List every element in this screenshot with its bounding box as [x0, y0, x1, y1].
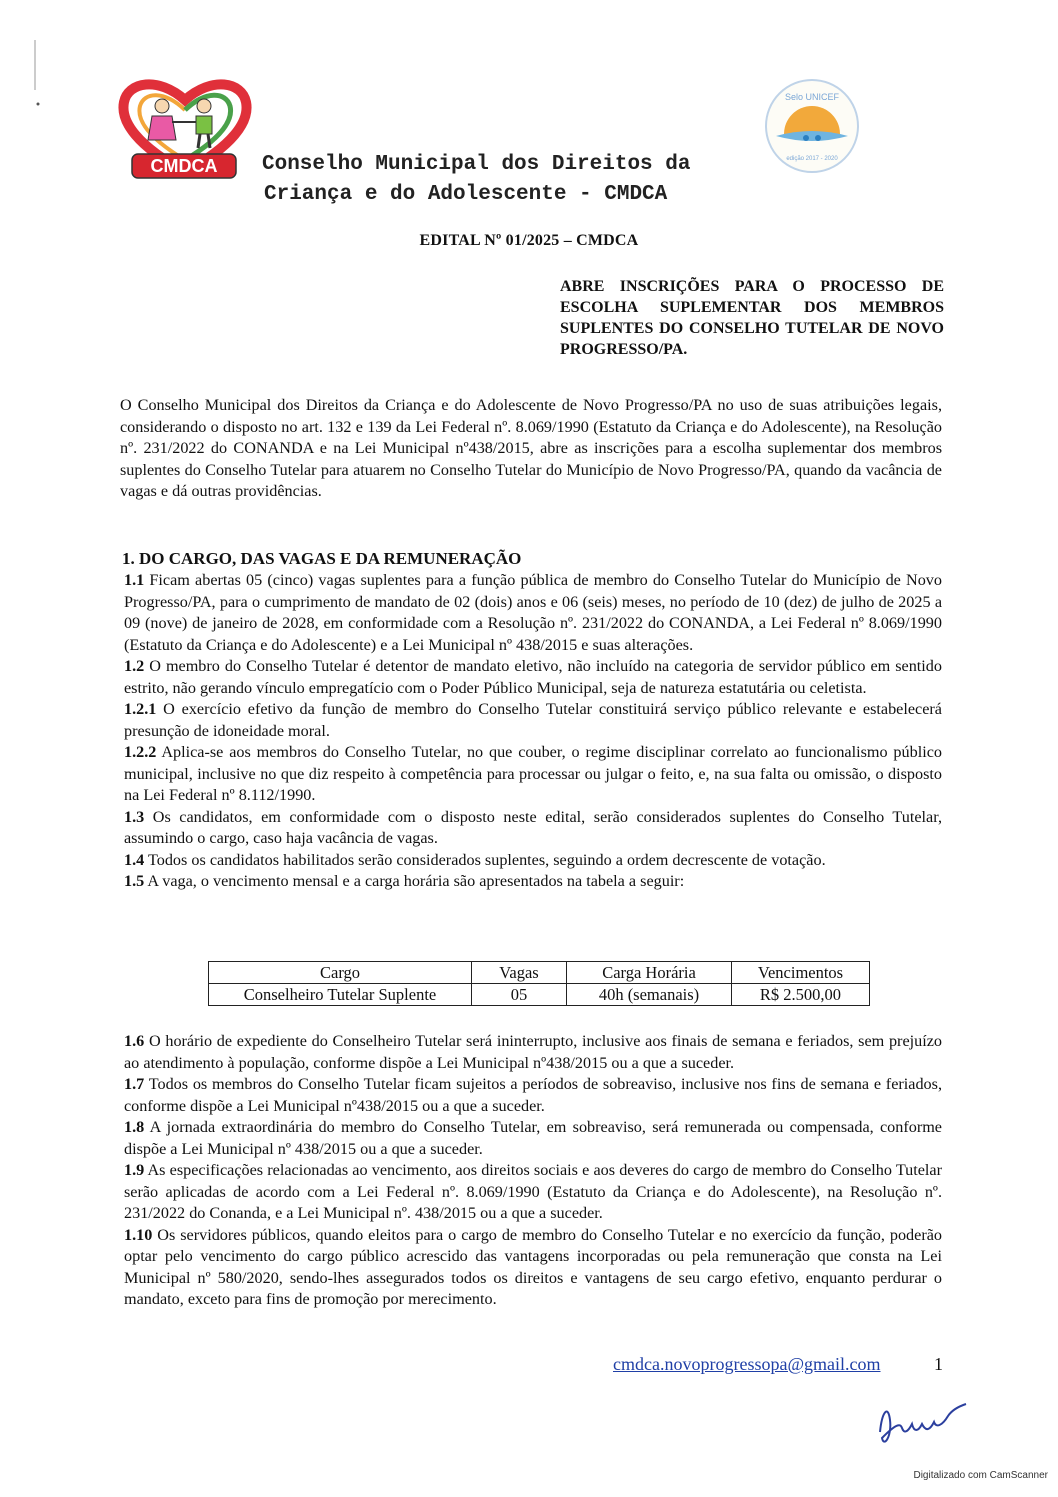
seal-text: Selo UNICEF: [784, 92, 840, 102]
item-1-5: 1.5 A vaga, o vencimento mensal e a carga horária são apresentados na tabela a seguir:: [124, 872, 685, 890]
unicef-seal: [762, 76, 862, 176]
edital-title: EDITAL Nº 01/2025 – CMDCA: [419, 232, 639, 249]
org-name-line2: Criança e do Adolescente - CMDCA: [264, 183, 668, 206]
table-header-row: [209, 962, 870, 984]
section-1-items-a: [124, 570, 942, 893]
edital-abstract: ABRE INSCRIÇÕES PARA O PROCESSO DE ESCOLHA SUPLEMENTAR DOS MEMBROS SUPLENTES DO CONSELHO TUTELAR DE NOVO PROGRESSO/PA.: [560, 278, 944, 358]
scanner-watermark: Digitalizado com CamScanner: [913, 1470, 1048, 1481]
table-cell: Conselheiro Tutelar Suplente: [209, 984, 472, 1006]
logo-text: CMDCA: [150, 156, 218, 176]
item-1-4: 1.4 Todos os candidatos habilitados serão considerados suplentes, seguindo a ordem decrescente de votação.: [124, 850, 826, 869]
org-name-line1: Conselho Municipal dos Direitos da: [262, 153, 691, 176]
table-cell: R$ 2.500,00: [732, 984, 870, 1006]
org-name: [262, 150, 762, 210]
item-1-2: 1.2 O membro do Conselho Tutelar é detentor de mandato eletivo, não incluído na categoria de servidor público em sentido estrito, não gerando vínculo empregatício com o Poder Público Municipal, seja de natureza estatutária ou celetista.: [124, 657, 942, 697]
item-1-3: 1.3 Os candidatos, em conformidade com o disposto neste edital, serão considerados suplentes do Conselho Tutelar, assumindo o cargo, caso haja vacância de vagas.: [124, 807, 942, 847]
table-header-cell: Carga Horária: [567, 962, 732, 984]
item-1-10: 1.10 Os servidores públicos, quando eleitos para o cargo de membro do Conselho Tutelar e no exercício da função, poderão optar pelo vencimento do cargo público acrescido das vantagens incorporadas ou pela remuneração que consta na Lei Municipal nº 580/2020, sendo-lhes assegurados todos os direitos e vantagens de seu cargo efetivo, enquanto perdurar o mandato, exceto para fins de promoção por merecimento.: [124, 1225, 942, 1308]
page-number: 1: [934, 1354, 943, 1374]
section-1-items-b: [124, 1031, 942, 1311]
item-1-2-2: 1.2.2 Aplica-se aos membros do Conselho Tutelar, no que couber, o regime disciplinar correlato ao funcionalismo público municipal, inclusive no que diz respeito à competência para processar ou julgar o feito, e, na sua falta ou omissão, o disposto na Lei Federal nº 8.112/1990.: [124, 743, 942, 804]
vacancy-table: [208, 961, 870, 1006]
handwritten-signature: [872, 1392, 972, 1452]
intro-paragraph: O Conselho Municipal dos Direitos da Criança e do Adolescente de Novo Progresso/PA no uso de suas atribuições legais, considerando o disposto no art. 132 e 139 da Lei Federal nº. 8.069/1990 (Estatuto da Criança e do Adolescente), na Resolução nº. 231/2022 do CONANDA e na Lei Municipal nº438/2015, abre as inscrições para a escolha suplementar dos membros suplentes do Conselho Tutelar para atuarem no Conselho Tutelar do Município de Novo Progresso/PA, quando da vacância de vagas e dá outras providências.: [120, 396, 942, 500]
item-1-8: 1.8 A jornada extraordinária do membro do Conselho Tutelar, em sobreaviso, será remunerada ou compensada, conforme dispõe a Lei Municipal nº 438/2015 ou a que a suceder.: [124, 1118, 942, 1158]
seal-years: edição 2017 - 2020: [786, 156, 838, 162]
section-1-title: 1. DO CARGO, DAS VAGAS E DA REMUNERAÇÃO: [122, 549, 522, 568]
table-header-cell: Cargo: [209, 962, 472, 984]
margin-mark: [32, 40, 40, 110]
item-1-6: 1.6 O horário de expediente do Conselheiro Tutelar será ininterrupto, inclusive aos finais de semana e feriados, sem prejuízo ao atendimento à população, conforme dispõe a Lei Municipal nº438/2015 ou a que a suceder.: [124, 1032, 942, 1072]
cmdca-logo: [118, 76, 252, 182]
item-1-9: 1.9 As especificações relacionadas ao vencimento, aos direitos sociais e aos deveres do cargo de membro do Conselho Tutelar serão aplicadas de acordo com a Lei Federal nº. 8.069/1990 (Estatuto da Criança e do Adolescente), na Resolução nº. 231/2022 do Conanda, e a Lei Municipal nº. 438/2015 ou a que a suceder.: [124, 1161, 942, 1222]
item-1-7: 1.7 Todos os membros do Conselho Tutelar ficam sujeitos a períodos de sobreaviso, inclusive nos fins de semana e feriados, conforme dispõe a Lei Municipal nº438/2015 ou a que a suceder.: [124, 1075, 942, 1115]
item-1-1: 1.1 Ficam abertas 05 (cinco) vagas suplentes para a função pública de membro do Conselho Tutelar do Município de Novo Progresso/PA, para o cumprimento de mandato de 02 (dois) anos e 06 (seis) meses, no período de 10 (dez) de julho de 2025 a 09 (nove) de janeiro de 2028, em conformidade com a Resolução nº. 231/2022 do CONANDA, a Lei Federal nº 8.069/1990 (Estatuto da Criança e do Adolescente) e a Lei Municipal nº 438/2015 e suas alterações.: [124, 571, 942, 654]
table-header-cell: Vencimentos: [732, 962, 870, 984]
table-cell: 05: [472, 984, 567, 1006]
contact-email-link[interactable]: cmdca.novoprogressopa@gmail.com: [613, 1354, 881, 1374]
table-header-cell: Vagas: [472, 962, 567, 984]
item-1-2-1: 1.2.1 O exercício efetivo da função de membro do Conselho Tutelar constituirá serviço público relevante e estabelecerá presunção de idoneidade moral.: [124, 700, 942, 740]
table-cell: 40h (semanais): [567, 984, 732, 1006]
table-row: [209, 984, 870, 1006]
